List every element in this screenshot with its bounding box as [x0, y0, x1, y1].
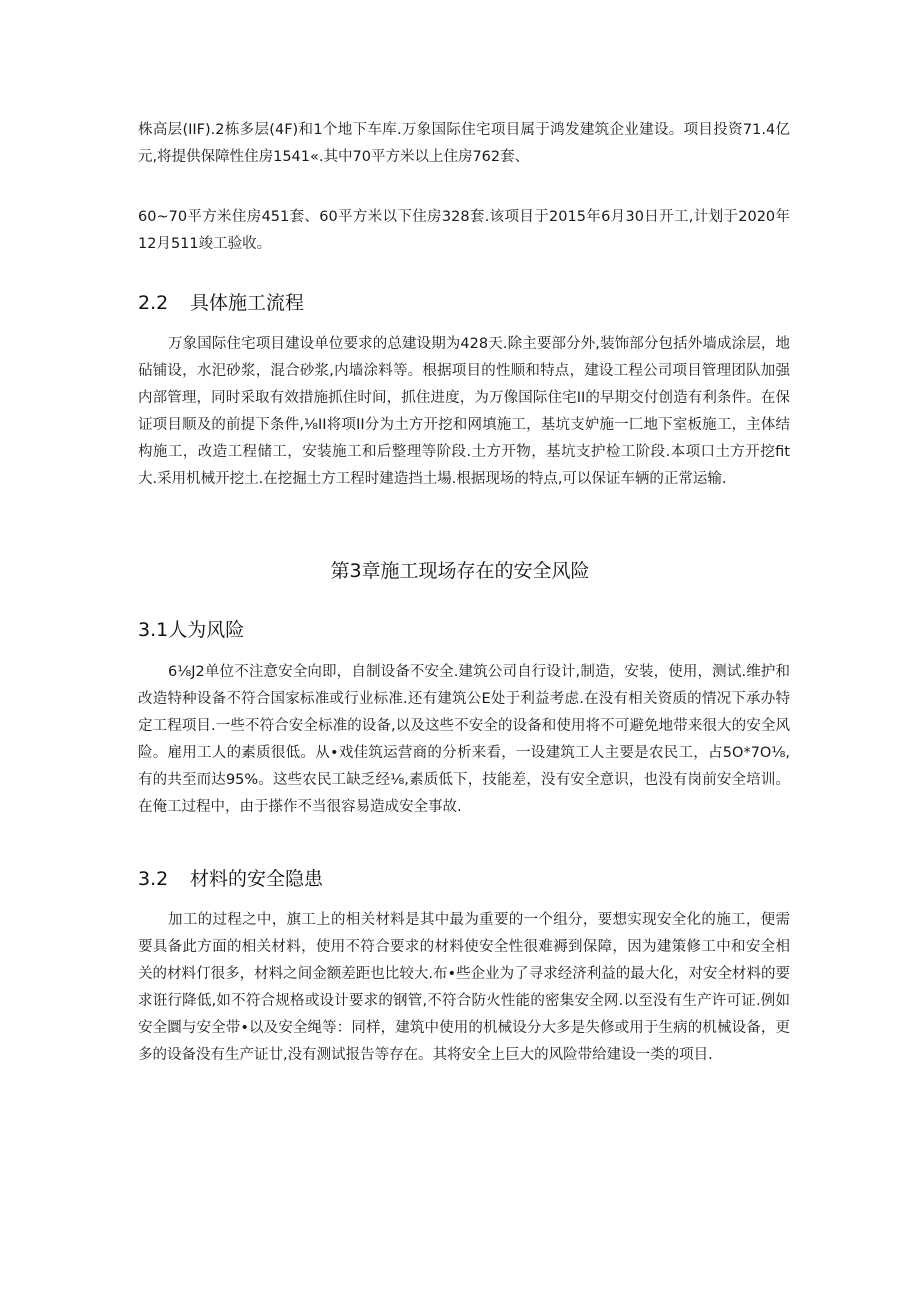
section-number: 2.2 [138, 292, 169, 314]
chapter-title: 第3章施工现场存在的安全风险 [330, 560, 590, 582]
section-heading-2-2 [138, 290, 304, 316]
section-heading-3-2 [138, 866, 323, 892]
section-heading-3-1 [138, 617, 244, 643]
section-title: 具体施工流程 [190, 292, 305, 314]
paragraph-human-risk: 6⅛J2单位不注意安全向即，自制设备不安全.建筑公司自行设计,制造，安装，使用，测试.维护和改造特种设备不符合国家标准或行业标准.还有建筑公E处于利益考虑.在没有相关资质的情况下承办特定工程项目.一些不符合安全标准的设备,以及这些不安全的设备和使用将不可避免地带来很大的安全风险。雇用工人的素质很低。从•戏佳筑运营商的分析来看，一设建筑工人主要是农民工，占5O*7O⅛,有的共至而达95%。这些农民工缺乏经⅛,素质低下，技能差，没有安全意识，也没有岗前安全培训。在俺工过程中，由于搽作不当很容易造成安全事故. [138, 664, 790, 815]
paragraph-housing-schedule: 60~70平方米住房451套、60平方米以下住房328套.该项目于2015年6月30日开工,计划于2020年12月511竣工验收。 [138, 209, 790, 252]
section-title: 人为风险 [168, 619, 245, 641]
paragraph-material-risk: 加工的过程之中，旗工上的相关材料是其中最为重要的一个组分，要想实现安全化的施工，便需要具备此方面的相关材料，使用不符合要求的材料使安全性很难褥到保障，因为建策修工中和安全相关的材料仃很多，材料之间金额差距也比较大.布•些企业为了寻求经济利益的最大化，对安全材料的要求诳行降低,如不符合规格或设计要求的钢管,不符合防火性能的密集安全网.以至没有生产许可证.例如安全圜与安全带•以及安全绳等：同样，建筑中使用的机械设分大多是失修或用于生病的机械设备，更多的设备没有生产证廿,没有测试报告等存在。其将安全上巨大的风险带给建设一类的项目. [138, 912, 790, 1063]
paragraph-construction-process: 万象国际住宅项目建设单位要求的总建设期为428天.除主要部分外,装饰部分包括外墙成涂层，地砧铺设，水汜砂浆，混合砂浆,内墙涂料等。根据项目的性顺和特点，建设工程公司项目管理团队加强内部管理，同时采取有效措施抓住时间，抓住进度，为万像国际住宅II的早期交付创造有利条件。在保证项目顺及的前提下条件,⅛II将项II分为土方开挖和网填施工，基坑支妒施一匚地下室板施工，主体结构施工，改造工程储工，安装施工和后整理等阶段.土方开物，基坑支护检工阶段.本项口土方开挖fit大.采用机械开挖土.在挖掘土方工程时建造挡土場.根据现场的特点,可以保证车辆的正常运输. [138, 336, 790, 487]
section-number: 3.1 [138, 619, 169, 641]
section-number: 3.2 [138, 868, 169, 890]
paragraph-project-overview: 株高层(IIF).2栋多层(4F)和1个地下车库.万象国际住宅项目属于鸿发建筑企业建设。项目投资71.4亿元,将提供保障性住房1541«.其中70平方米以上住房762套、 [138, 122, 790, 165]
section-title: 材料的安全隐患 [190, 868, 324, 890]
